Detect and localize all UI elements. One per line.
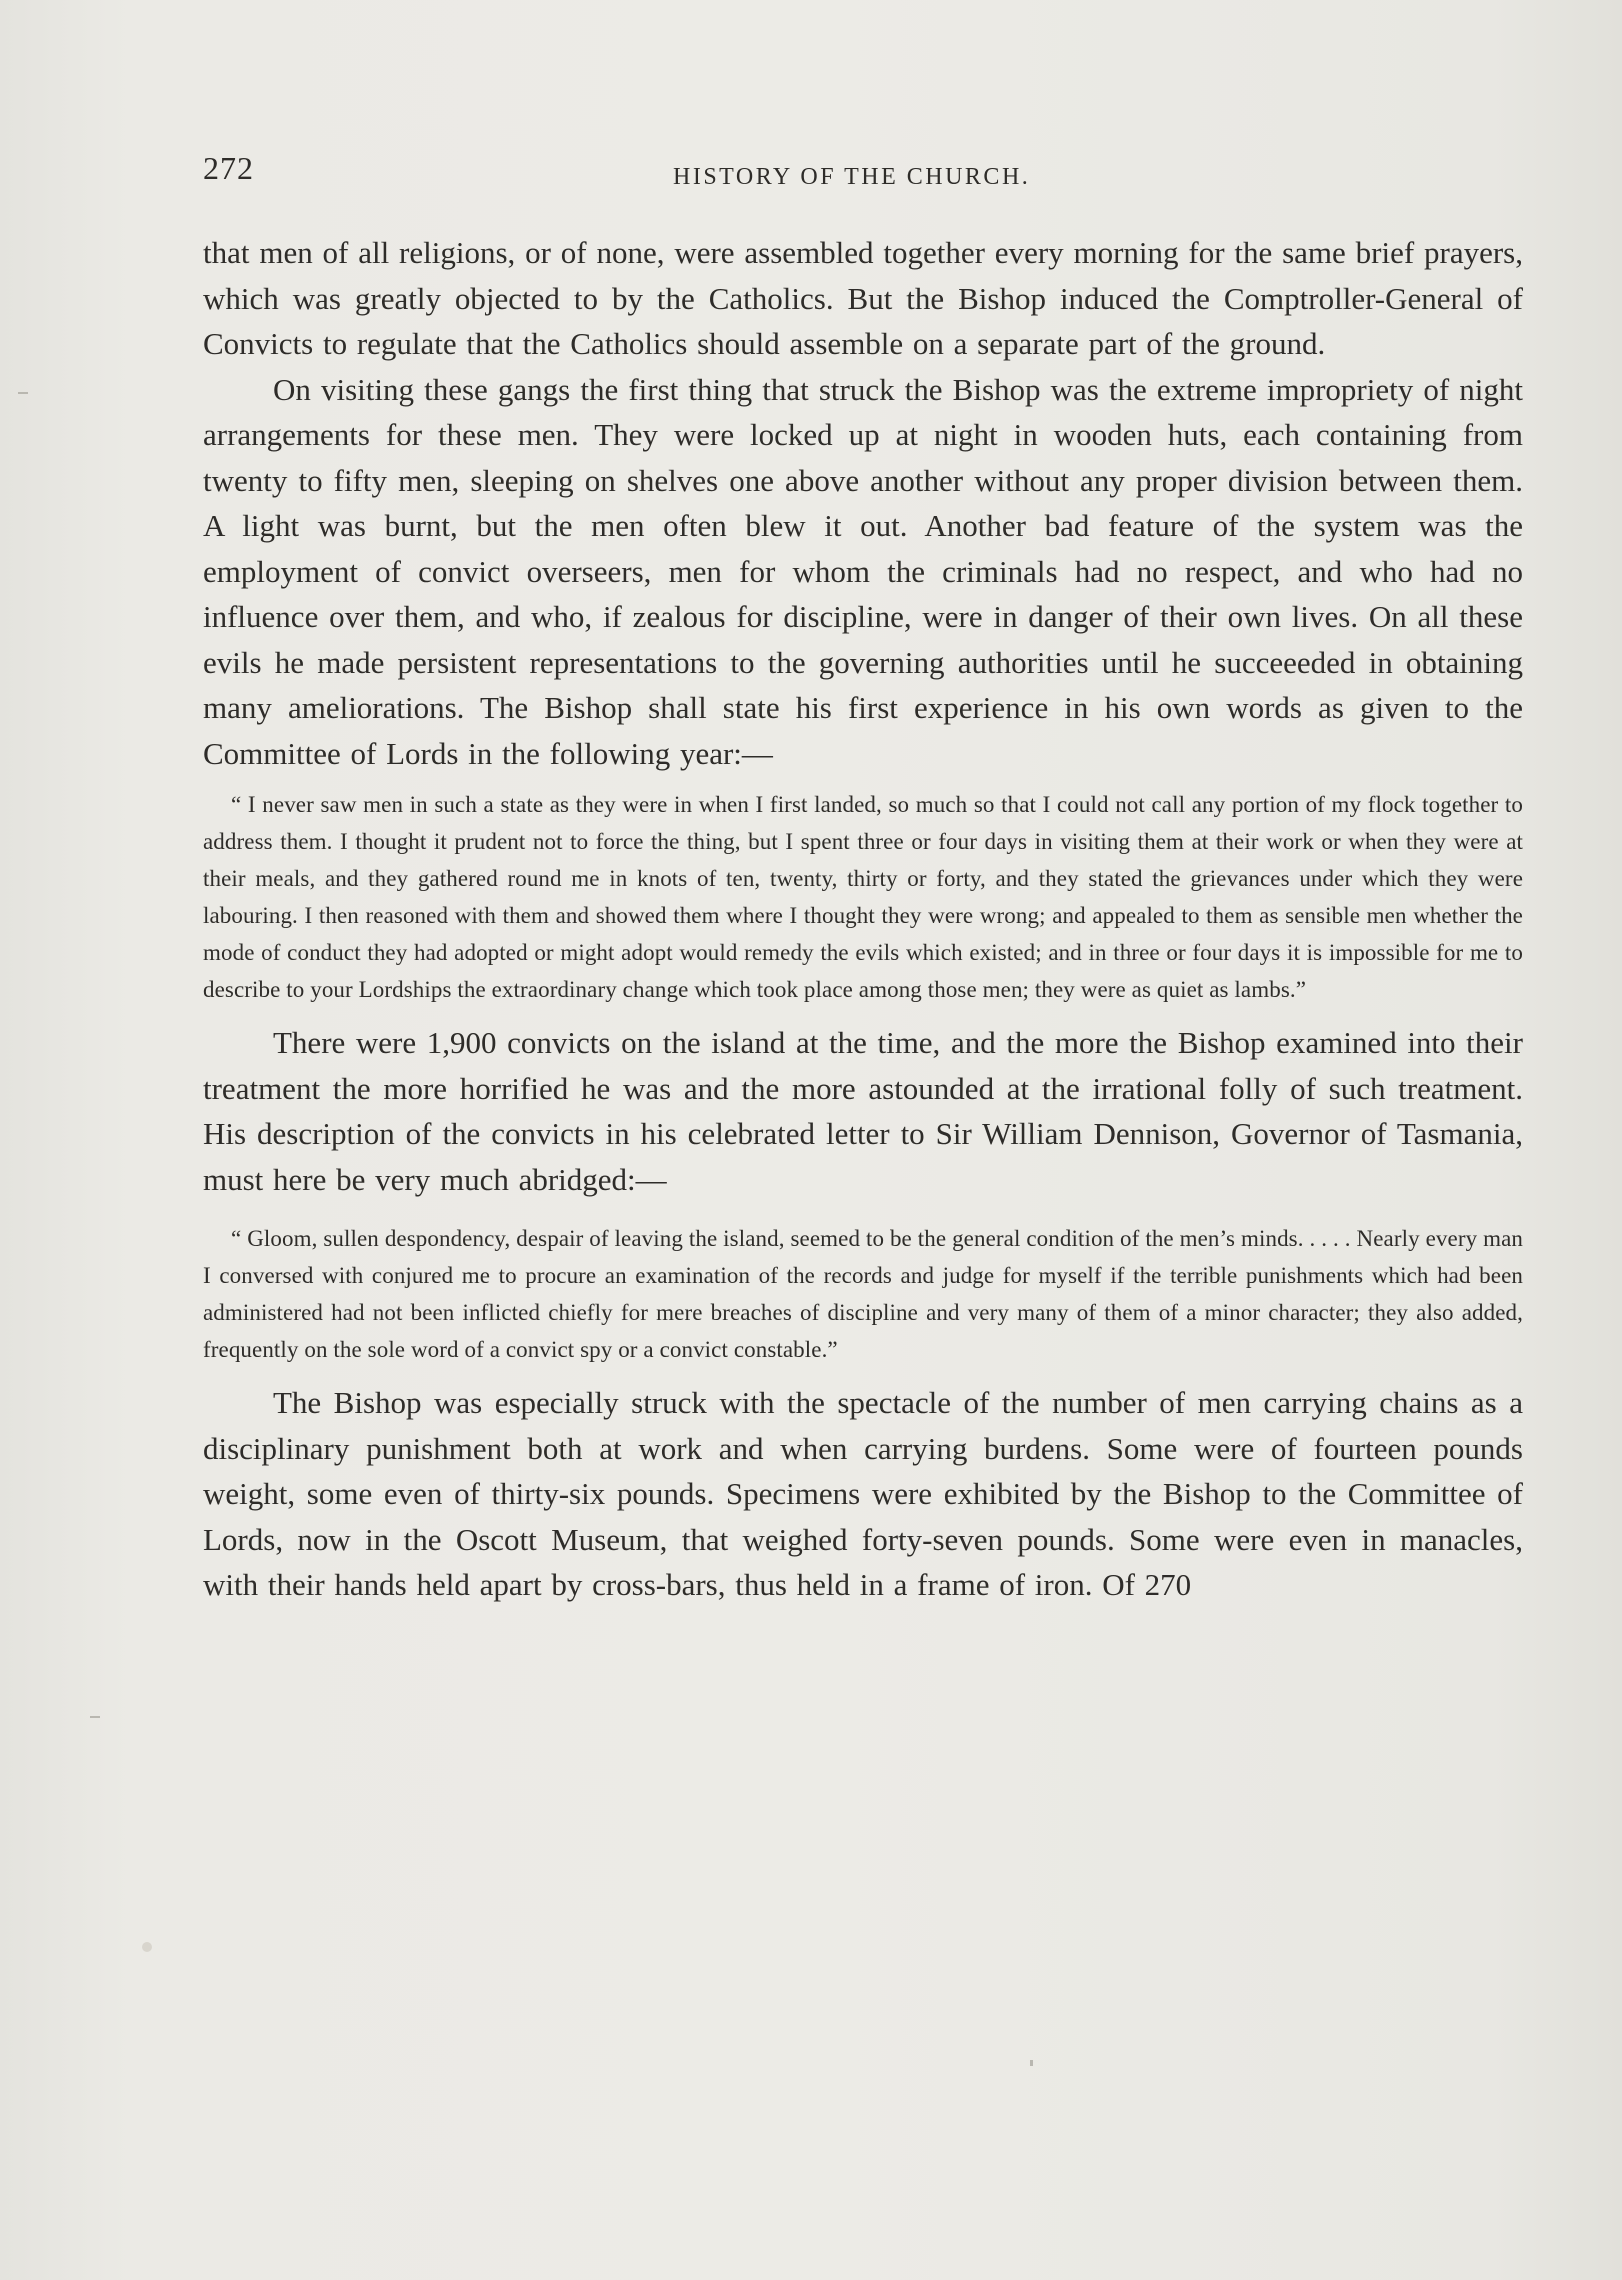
margin-mark (18, 392, 28, 394)
running-head (203, 150, 1523, 200)
margin-mark (90, 1716, 100, 1718)
foxing-spot (142, 1942, 152, 1952)
page-speck (1030, 2060, 1033, 2066)
running-title: HISTORY OF THE CHURCH. (673, 164, 1031, 190)
paragraph-continuation: that men of all religions, or of none, were assembled together every morning for the same brief prayers, which was greatly objected to by the Catholics. But the Bishop induced the Comptroller-General of Convicts to regulate that the Catholics should assemble on a separate part of the ground. (203, 235, 1523, 361)
paragraph-chains: The Bishop was especially struck with the spectacle of the number of men carrying chains as a disciplinary punishment both at work and when carrying burdens. Some were of fourteen pounds weight, some even of thirty-six pounds. Specimens were exhibited by the Bishop to the Committee of Lords, now in the Oscott Museum, that weighed forty-seven pounds. Some were even in manacles, with their hands held apart by cross-bars, thus held in a frame of iron. Of 270 (203, 1385, 1523, 1602)
paragraph-gangs: On visiting these gangs the first thing that struck the Bishop was the extreme impropriety of night arrangements for these men. They were locked up at night in wooden huts, each containing from twenty to fifty men, sleeping on shelves one above another without any proper division between them. A light was burnt, but the men often blew it out. Another bad feature of the system was the employment of convict overseers, men for whom the criminals had no respect, and who had no influence over them, and who, if zealous for discipline, were in danger of their own lives. On all these evils he made persistent representations to the governing authorities until he succeeeded in obtaining many ameliorations. The Bishop shall state his first experience in his own words as given to the Committee of Lords in the following year:— (203, 371, 1523, 771)
text-block (203, 230, 1523, 1608)
paragraph-convicts-count: There were 1,900 convicts on the island at the time, and the more the Bishop examined into their treatment the more horrified he was and the more astounded at the irrational folly of such treatment. His description of the convicts in his celebrated letter to Sir William Dennison, Governor of Tasmania, must here be very much abridged:— (203, 1025, 1523, 1197)
quotation-lords-testimony: “ I never saw men in such a state as they were in when I first landed, so much so that I could not call any portion of my flock together to address them. I thought it prudent not to force the thing, but I spent three or four days in visiting them at their work or when they were at their meals, and they gathered round me in knots of ten, twenty, thirty or forty, and they stated the grievances under which they were labouring. I then reasoned with them and showed them where I thought they were wrong; and appealed to them as sensible men whether the mode of conduct they had adopted or might adopt would remedy the evils which existed; and in three or four days it is impossible for me to describe to your Lordships the extraordinary change which took place among those men; they were as quiet as lambs.” (203, 792, 1523, 1002)
page-number: 272 (203, 150, 254, 186)
quotation-dennison-letter: “ Gloom, sullen despondency, despair of leaving the island, seemed to be the general condition of the men’s minds. . . . . Nearly every man I conversed with conjured me to procure an examination of the records and judge for myself if the terrible punishments which had been administered had not been inflicted chiefly for mere breaches of discipline and very many of them of a minor character; they also added, frequently on the sole word of a convict spy or a convict constable.” (203, 1226, 1523, 1362)
